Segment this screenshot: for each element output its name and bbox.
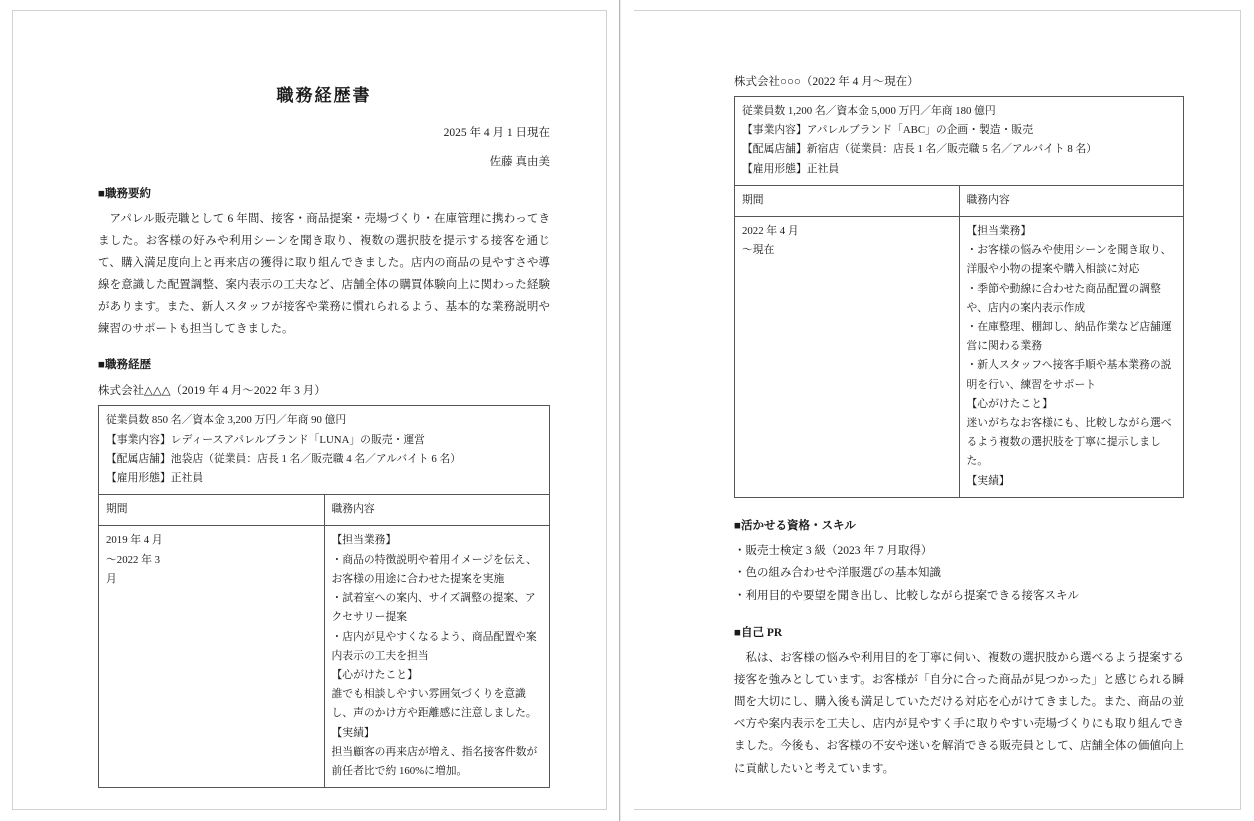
table-row xyxy=(735,97,1184,186)
skills-heading: ■活かせる資格・スキル xyxy=(734,519,856,532)
summary-text: アパレル販売職として 6 年間、接客・商品提案・売場づくり・在庫管理に携わってきました。お客様の好みや利用シーンを聞き取り、複数の選択肢を提示する接客を通じて、購入満足度向上と再来店の獲得に取り組んできました。店内の商品の見やすさや導線を意識した配置調整、案内表示の工夫など、店舗全体の購買体験向上に関わった経験があります。また、新人スタッフが接客や業務に慣れられるよう、基本的な業務説明や練習のサポートも担当してきました。 xyxy=(98,213,550,336)
company-store-right: 【配属店舗】新宿店（従業員：店長 1 名／販売職 5 名／アルバイト 8 名） xyxy=(742,143,1098,156)
skill-item: ・色の組み合わせや洋服選びの基本知識 xyxy=(734,567,941,580)
job-table-left xyxy=(98,405,550,788)
period-line-2: 〜現在 xyxy=(742,244,775,257)
company-business-right: 【事業内容】アパレルブランド「ABC」の企画・製造・販売 xyxy=(742,124,1033,137)
page-right-content xyxy=(734,73,1184,780)
desc-line: ・商品の特徴説明や着用イメージを伝え、お客様の用途に合わせた提案を実施 xyxy=(331,553,537,585)
table-header-row-right xyxy=(735,185,1184,216)
table-cell-desc-left xyxy=(324,526,550,788)
page-title: 職務経歴書 xyxy=(276,86,372,105)
document-author: 佐藤 真由美 xyxy=(489,156,550,168)
desc-line: ・新人スタッフへ接客手順や基本業務の説明を行い、練習をサポート xyxy=(966,359,1172,391)
desc-line: 迷いがちなお客様にも、比較しながら選べるよう複数の選択肢を丁寧に提示しました。 xyxy=(966,417,1172,468)
job-table-right xyxy=(734,96,1184,498)
company-employment-left: 【雇用形態】正社員 xyxy=(106,472,204,485)
desc-line: ・試着室への案内、サイズ調整の提案、アクセサリー提案 xyxy=(331,592,536,624)
skill-item: ・利用目的や要望を聞き出し、比較しながら提案できる接客スキル xyxy=(734,589,1079,602)
company-scale-right: 従業員数 1,200 名／資本金 5,000 万円／年商 180 億円 xyxy=(742,105,996,117)
history-heading: ■職務経歴 xyxy=(98,359,151,372)
desc-line: 【実績】 xyxy=(331,726,375,739)
desc-line: 【心がけたこと】 xyxy=(331,668,418,681)
desc-line: 【担当業務】 xyxy=(331,534,397,547)
company-line-right: 株式会社○○○（2022 年 4 月〜現在） xyxy=(734,76,919,88)
self-pr-text: 私は、お客様の悩みや利用目的を丁寧に伺い、複数の選択肢から選べるよう提案する接客を強みとしています。お客様が「自分に合った商品が見つかった」と感じられる瞬間を大切にし、購入後も満足していただける対応を心がけてきました。また、商品の並べ方や案内表示を工夫し、店内が見やすく手に取りやすい売場づくりにも取り組んできました。今後も、お客様の不安や迷いを解消できる販売員として、店舗全体の価値向上に貢献したいと考えています。 xyxy=(734,652,1184,775)
desc-line: 担当顧客の再来店が増え、指名接客件数が前任者比で約 160%に増加。 xyxy=(331,745,538,777)
company-store-left: 【配属店舗】池袋店（従業員：店長 1 名／販売職 4 名／アルバイト 6 名） xyxy=(106,452,462,465)
period-line-2: 〜2022 年 3 xyxy=(106,553,160,566)
company-employment-right: 【雇用形態】正社員 xyxy=(742,162,840,175)
company-scale-left: 従業員数 850 名／資本金 3,200 万円／年商 90 億円 xyxy=(106,414,347,427)
company-business-left: 【事業内容】レディースアパレルブランド「LUNA」の販売・運営 xyxy=(106,433,425,446)
desc-line: 【心がけたこと】 xyxy=(966,397,1053,410)
table-header-period-right: 期間 xyxy=(735,185,960,216)
table-cell-desc-right xyxy=(959,217,1184,498)
period-line-1: 2019 年 4 月 xyxy=(106,534,163,547)
skill-item: ・販売士検定 3 級（2023 年 7 月取得） xyxy=(734,544,933,557)
desc-line: ・在庫整理、棚卸し、納品作業など店舗運営に関わる業務 xyxy=(966,321,1172,353)
table-header-desc-left: 職務内容 xyxy=(324,495,550,526)
desc-line: ・店内が見やすくなるよう、商品配置や案内表示の工夫を担当 xyxy=(331,630,537,662)
table-cell-period-left xyxy=(99,526,325,788)
table-header-period-left: 期間 xyxy=(99,495,325,526)
table-row xyxy=(99,526,550,788)
document-date: 2025 年 4 月 1 日現在 xyxy=(443,127,550,139)
self-pr-heading: ■自己 PR xyxy=(734,627,783,640)
desc-line: ・お客様の悩みや使用シーンを聞き取り、洋服や小物の提案や購入相談に対応 xyxy=(966,244,1172,276)
summary-heading: ■職務要約 xyxy=(98,188,151,200)
company-overview-cell-left xyxy=(99,406,550,495)
page-left xyxy=(0,0,620,821)
page-left-content xyxy=(98,81,550,788)
desc-line: 【実績】 xyxy=(966,474,1010,487)
period-line-1: 2022 年 4 月 xyxy=(742,225,799,238)
table-row xyxy=(99,406,550,495)
period-line-3: 月 xyxy=(106,572,117,585)
desc-line: 【担当業務】 xyxy=(966,225,1032,238)
company-overview-cell-right xyxy=(735,97,1184,186)
desc-line: 誰でも相談しやすい雰囲気づくりを意識し、声のかけ方や距離感に注意しました。 xyxy=(331,688,537,720)
table-header-desc-right: 職務内容 xyxy=(959,185,1184,216)
desc-line: ・季節や動線に合わせた商品配置の調整や、店内の案内表示作成 xyxy=(966,282,1161,314)
page-left-frame xyxy=(12,10,607,810)
page-right-frame xyxy=(634,10,1241,810)
page-right xyxy=(620,0,1254,821)
company-line-left: 株式会社△△△（2019 年 4 月〜2022 年 3 月） xyxy=(98,385,326,398)
table-cell-period-right xyxy=(735,217,960,498)
table-row xyxy=(735,217,1184,498)
table-header-row-left xyxy=(99,495,550,526)
